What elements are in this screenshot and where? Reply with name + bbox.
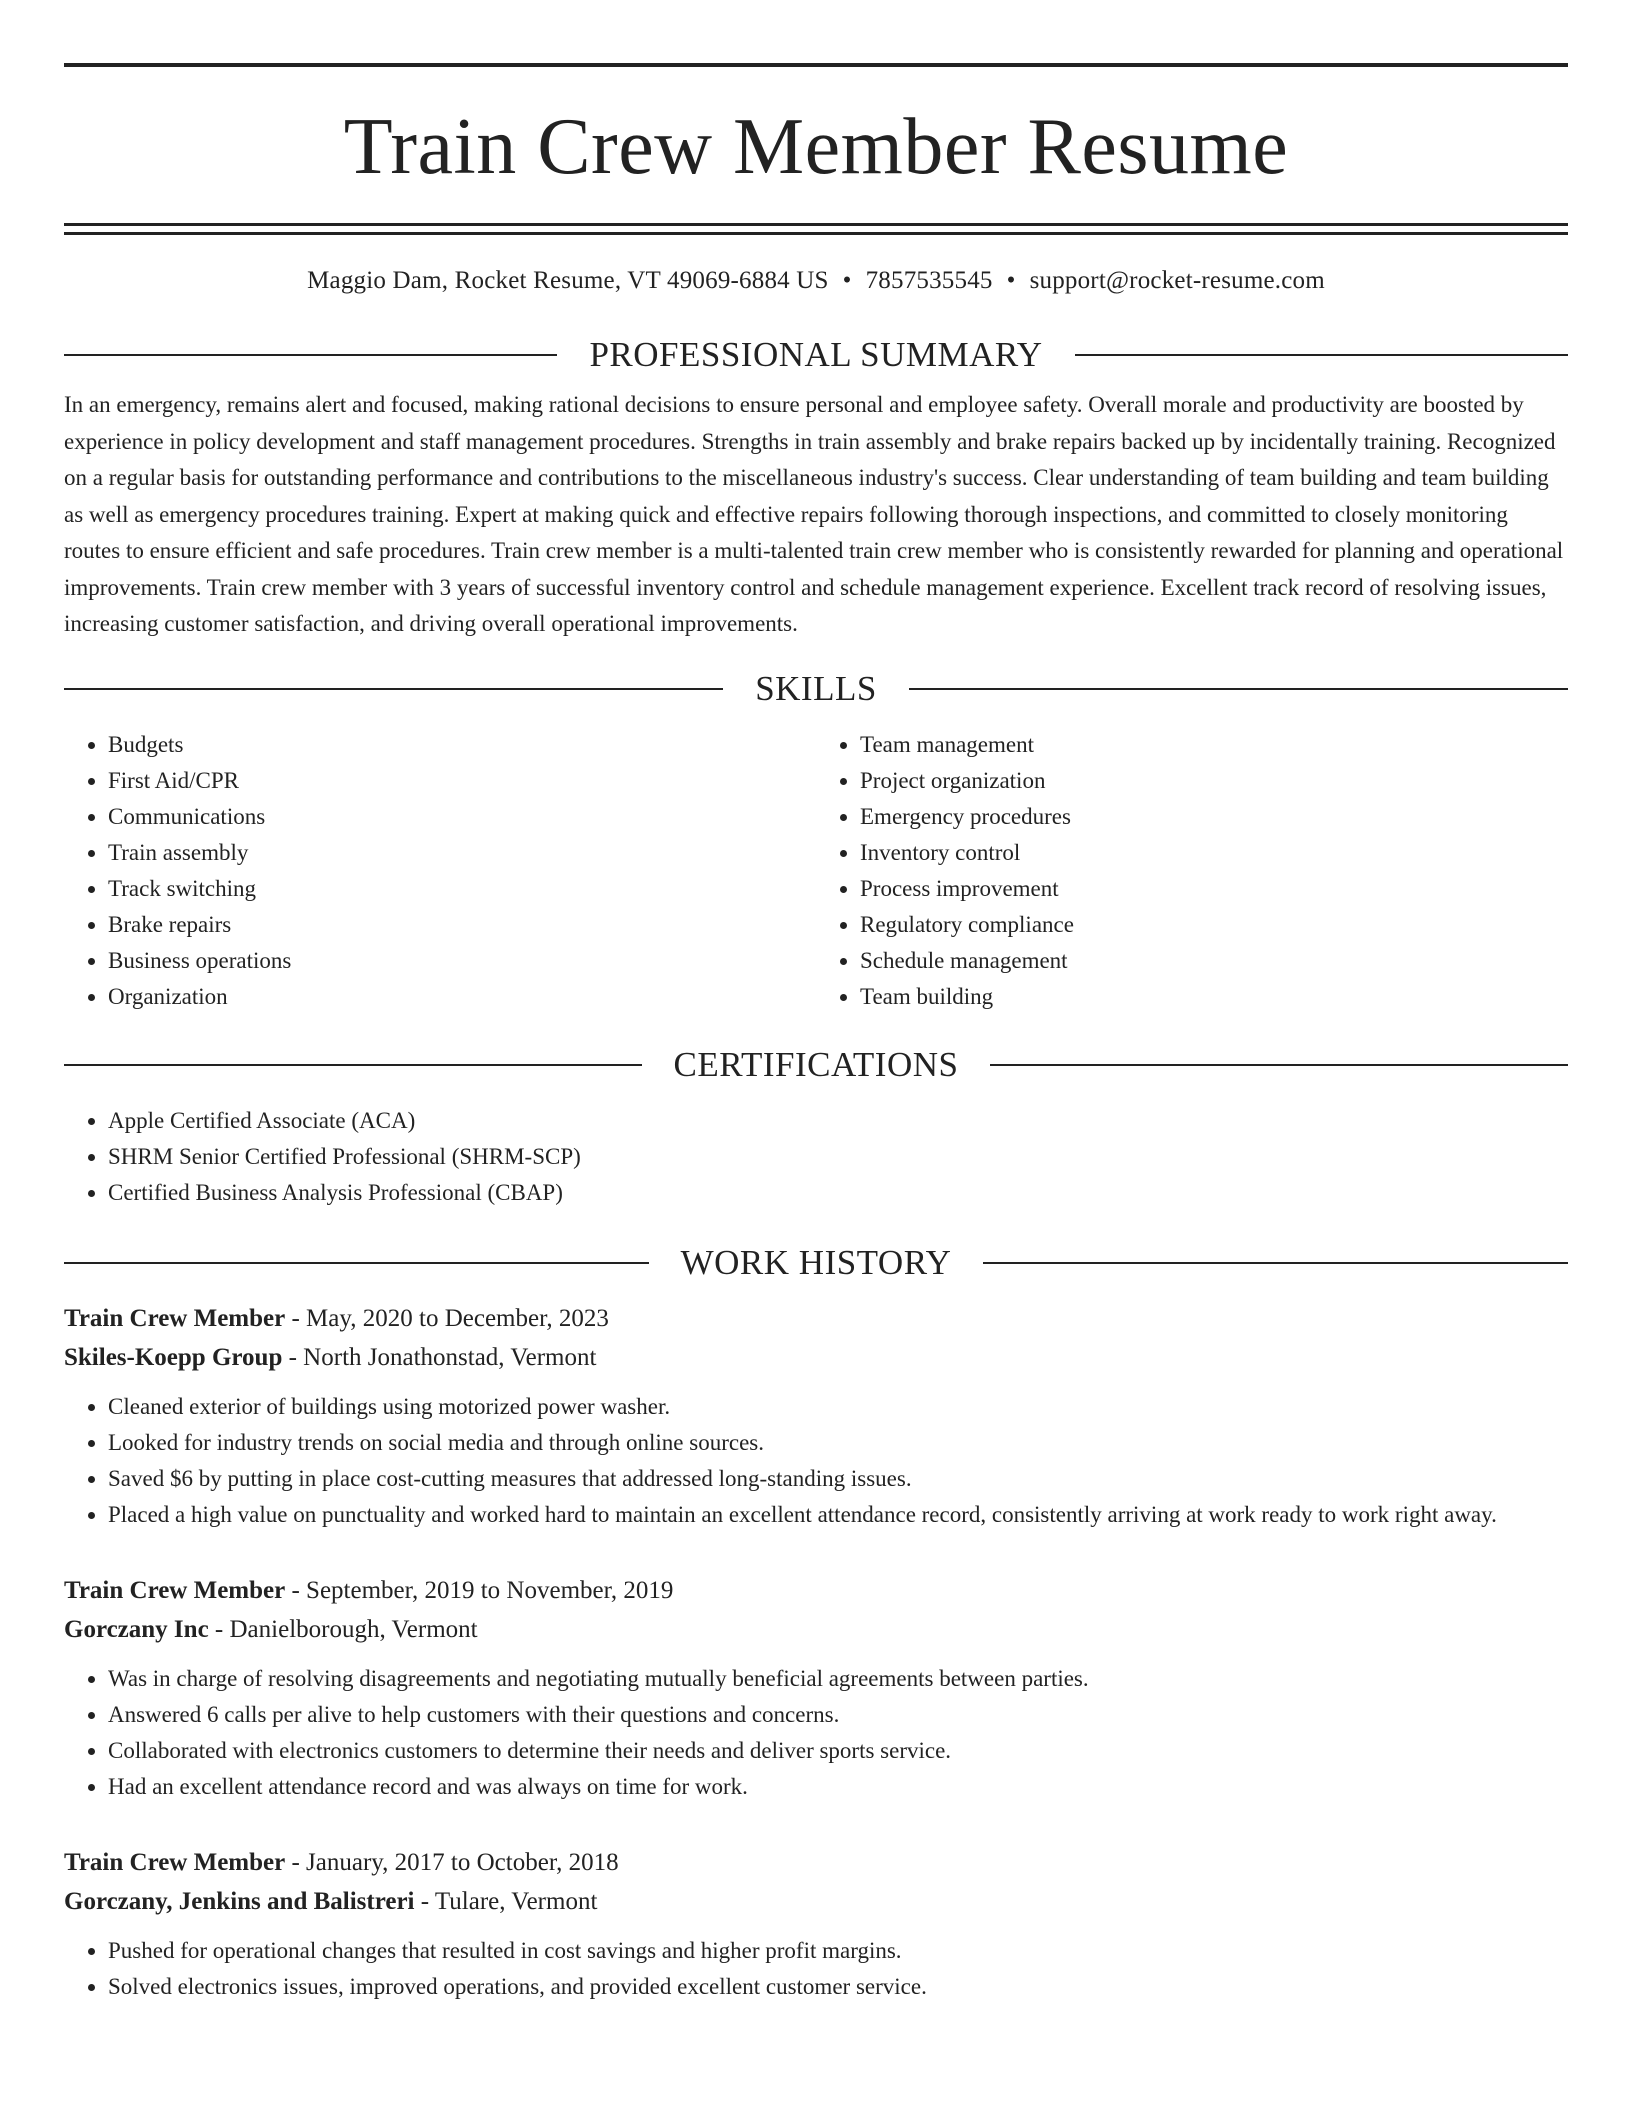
job-title-line (64, 1571, 1568, 1610)
certifications-heading: CERTIFICATIONS (673, 1044, 959, 1084)
job-bullet: • Saved $6 by putting in place cost-cutting measures that addressed long-standing issues. (108, 1461, 1568, 1497)
contact-separator: • (842, 267, 852, 294)
job-company: Skiles-Koepp Group (64, 1343, 283, 1371)
job-bullets (64, 1661, 1568, 1805)
skills-list-right (816, 727, 1568, 1015)
skill-item: • Team building (860, 979, 1568, 1015)
job-entry (64, 1299, 1568, 1533)
contact-line (64, 265, 1568, 297)
section-rule-left (64, 354, 557, 356)
certification-item: • Apple Certified Associate (ACA) (108, 1103, 1568, 1139)
contact-address: Maggio Dam, Rocket Resume, VT 49069-6884 US (307, 267, 829, 294)
top-rule (64, 63, 1568, 67)
section-rule-right (983, 1262, 1568, 1264)
contact-phone: 7857535545 (865, 267, 993, 294)
certification-item: • SHRM Senior Certified Professional (SHRM-SCP) (108, 1139, 1568, 1175)
job-company: Gorczany Inc (64, 1615, 209, 1643)
skill-item: • Organization (108, 979, 816, 1015)
job-role: Train Crew Member (64, 1304, 286, 1332)
job-entry (64, 1843, 1568, 2005)
job-role: Train Crew Member (64, 1848, 286, 1876)
skill-item: • Budgets (108, 727, 816, 763)
skill-item: • Regulatory compliance (860, 907, 1568, 943)
skills-section-header (64, 669, 1568, 709)
job-dates: - September, 2019 to November, 2019 (285, 1576, 674, 1604)
title-double-rule (64, 223, 1568, 235)
job-bullet: • Was in charge of resolving disagreements and negotiating mutually beneficial agreements between parties. (108, 1661, 1568, 1697)
section-rule-right (909, 688, 1568, 690)
job-entry (64, 1571, 1568, 1805)
job-role: Train Crew Member (64, 1576, 286, 1604)
certifications-section-header (64, 1045, 1568, 1085)
skill-item: • Communications (108, 799, 816, 835)
summary-heading: PROFESSIONAL SUMMARY (589, 335, 1043, 374)
skill-item: • Inventory control (860, 835, 1568, 871)
job-bullet: • Placed a high value on punctuality and worked hard to maintain an excellent attendance record, consistently arriving at work ready to work right away. (108, 1497, 1568, 1533)
certification-item: • Certified Business Analysis Professional (CBAP) (108, 1175, 1568, 1211)
skill-item: • First Aid/CPR (108, 763, 816, 799)
job-bullet: • Cleaned exterior of buildings using motorized power washer. (108, 1389, 1568, 1425)
certifications-list (64, 1103, 1568, 1211)
skill-item: • Track switching (108, 871, 816, 907)
skill-item: • Brake repairs (108, 907, 816, 943)
contact-email[interactable]: support@rocket-resume.com (1029, 267, 1325, 294)
work-heading: WORK HISTORY (680, 1242, 952, 1282)
job-bullet: • Collaborated with electronics customers to determine their needs and deliver sports service. (108, 1733, 1568, 1769)
contact-separator: • (1006, 267, 1016, 294)
job-bullet: • Had an excellent attendance record and was always on time for work. (108, 1769, 1568, 1805)
job-bullets (64, 1933, 1568, 2005)
skill-item: • Emergency procedures (860, 799, 1568, 835)
section-rule-right (990, 1064, 1568, 1066)
section-rule-right (1075, 354, 1568, 356)
job-bullet: • Solved electronics issues, improved operations, and provided excellent customer service. (108, 1969, 1568, 2005)
job-dates: - May, 2020 to December, 2023 (285, 1304, 609, 1332)
section-rule-left (64, 1064, 642, 1066)
job-company-line (64, 1610, 1568, 1649)
skill-item: • Process improvement (860, 871, 1568, 907)
job-title-line (64, 1299, 1568, 1338)
summary-text: In an emergency, remains alert and focused, making rational decisions to ensure personal and employee safety. Overall morale and productivity are boosted by experience in policy development and staff management procedures. Strengths in train assembly and brake repairs backed up by incidentally training. Recognized on a regular basis for outstanding performance and contributions to the miscellaneous industry's success. Clear understanding of team building and team building as well as emergency procedures training. Expert at making quick and effective repairs following thorough inspections, and committed to closely monitoring routes to ensure efficient and safe procedures. Train crew member is a multi-talented train crew member who is consistently rewarded for planning and operational improvements. Train crew member with 3 years of successful inventory control and schedule management experience. Excellent track record of resolving issues, increasing customer satisfaction, and driving overall operational improvements. (64, 392, 1564, 636)
skill-item: • Project organization (860, 763, 1568, 799)
job-location: - Danielborough, Vermont (208, 1615, 478, 1643)
job-location: - North Jonathonstad, Vermont (282, 1343, 597, 1371)
section-rule-left (64, 1262, 649, 1264)
skill-item: • Business operations (108, 943, 816, 979)
page-title: Train Crew Member Resume (343, 103, 1289, 191)
job-company: Gorczany, Jenkins and Balistreri (64, 1887, 415, 1915)
summary-section-header (64, 335, 1568, 375)
skills-list-left (64, 727, 816, 1015)
skills-heading: SKILLS (755, 668, 877, 708)
job-company-line (64, 1882, 1568, 1921)
job-bullet: • Pushed for operational changes that resulted in cost savings and higher profit margins. (108, 1933, 1568, 1969)
skill-item: • Schedule management (860, 943, 1568, 979)
work-section-header (64, 1243, 1568, 1283)
job-company-line (64, 1338, 1568, 1377)
job-dates: - January, 2017 to October, 2018 (285, 1848, 619, 1876)
job-bullet: • Looked for industry trends on social media and through online sources. (108, 1425, 1568, 1461)
skill-item: • Train assembly (108, 835, 816, 871)
skill-item: • Team management (860, 727, 1568, 763)
job-bullet: • Answered 6 calls per alive to help customers with their questions and concerns. (108, 1697, 1568, 1733)
job-location: - Tulare, Vermont (414, 1887, 598, 1915)
skills-columns (64, 727, 1568, 1015)
job-title-line (64, 1843, 1568, 1882)
job-bullets (64, 1389, 1568, 1533)
section-rule-left (64, 688, 723, 690)
